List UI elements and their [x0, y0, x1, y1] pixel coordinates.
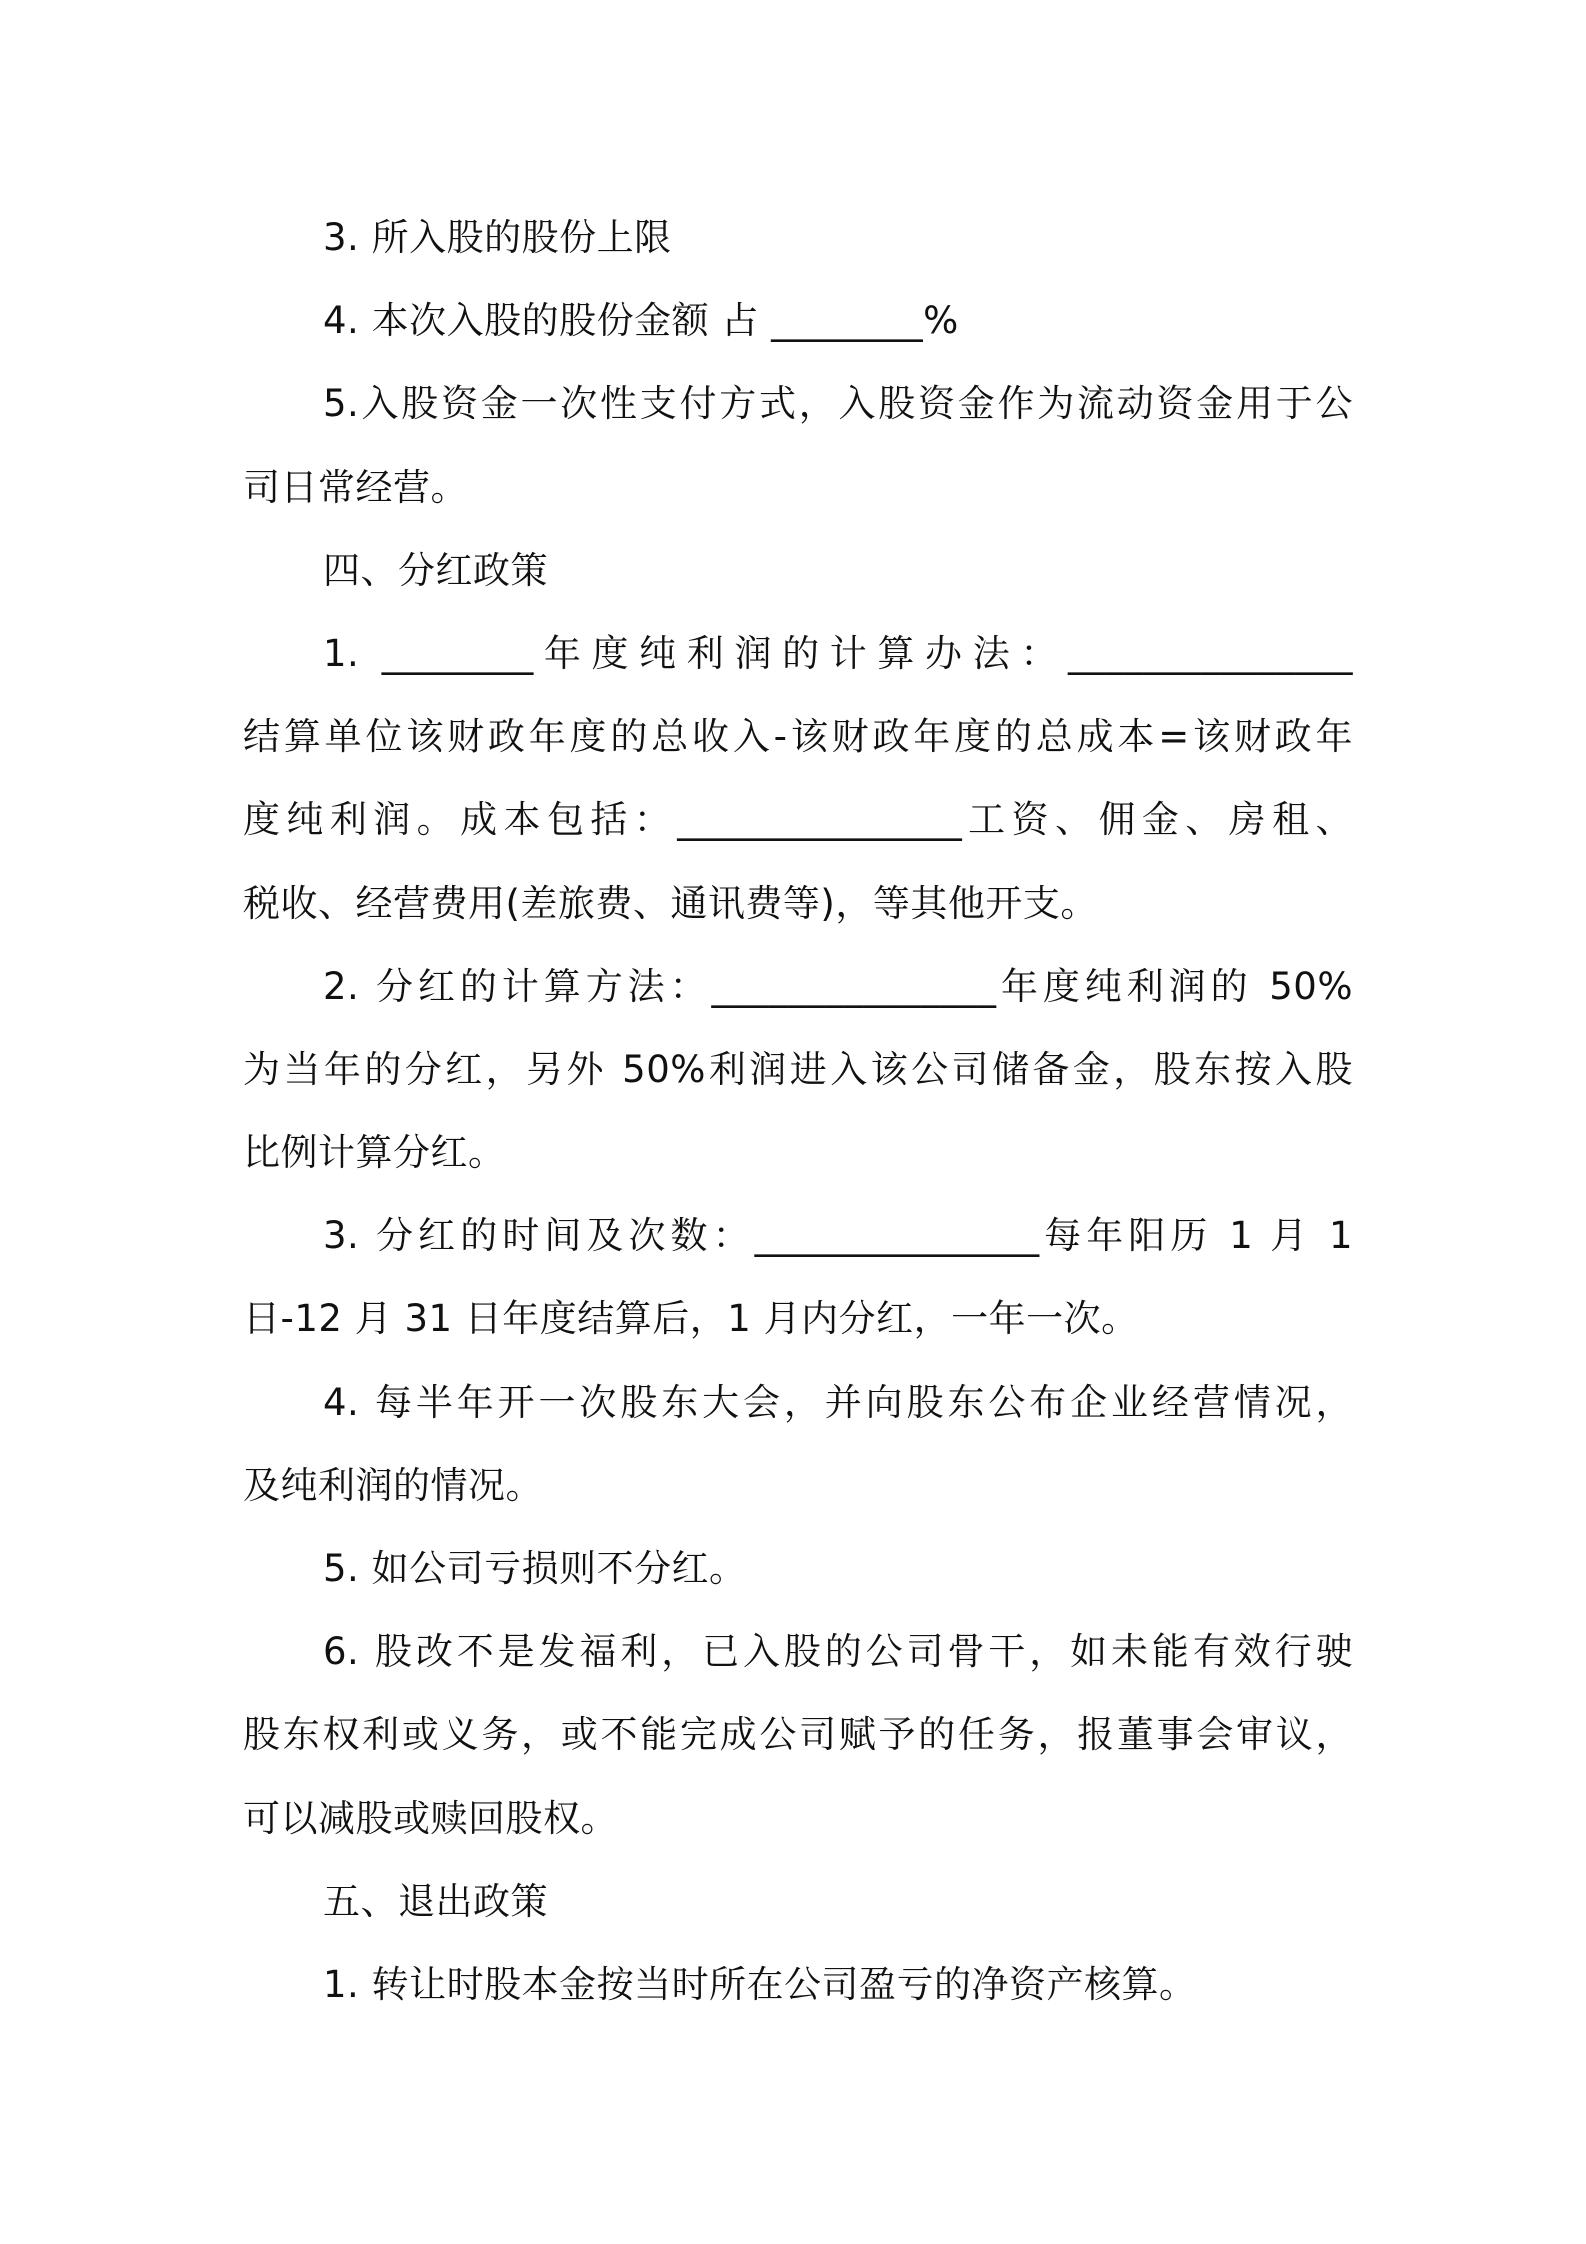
dividend-item-2-line-2: 为当年的分红，另外 50%利润进入该公司储备金，股东按入股 — [243, 1047, 1353, 1091]
dividend-item-1-line-1: 1. ________年度纯利润的计算办法：_______________ — [323, 631, 1353, 675]
dividend-item-3-line-1: 3. 分红的时间及次数：_______________每年阳历 1 月 1 — [323, 1214, 1353, 1258]
dividend-item-1-line-2: 结算单位该财政年度的总收入-该财政年度的总成本=该财政年 — [243, 715, 1353, 759]
exit-item-1: 1. 转让时股本金按当时所在公司盈亏的净资产核算。 — [323, 1962, 1197, 2006]
dividend-item-2-line-1: 2. 分红的计算方法：_______________年度纯利润的 50% — [323, 964, 1353, 1008]
section-4-heading: 四、分红政策 — [323, 548, 548, 592]
dividend-item-6-line-2: 股东权利或义务，或不能完成公司赋予的任务，报董事会审议， — [243, 1713, 1353, 1757]
dividend-item-4-line-2: 及纯利润的情况。 — [243, 1463, 543, 1507]
dividend-item-6-line-3: 可以减股或赎回股权。 — [243, 1796, 618, 1840]
document-body — [243, 196, 1353, 2026]
section-5-heading: 五、退出政策 — [323, 1879, 548, 1923]
dividend-item-6-line-1: 6. 股改不是发福利，已入股的公司骨干，如未能有效行驶 — [323, 1630, 1353, 1674]
dividend-item-1-line-3: 度纯利润。成本包括：_______________工资、佣金、房租、 — [243, 798, 1353, 842]
item-4-share-amount: 4. 本次入股的股份金额 占 ________% — [323, 299, 959, 343]
item-5-payment-line-1: 5.入股资金一次性支付方式，入股资金作为流动资金用于公 — [323, 382, 1353, 426]
dividend-item-1-line-4: 税收、经营费用(差旅费、通讯费等)，等其他开支。 — [243, 881, 1098, 925]
item-5-payment-line-2: 司日常经营。 — [243, 465, 468, 509]
dividend-item-2-line-3: 比例计算分红。 — [243, 1131, 506, 1175]
dividend-item-3-line-2: 日-12 月 31 日年度结算后，1 月内分红，一年一次。 — [243, 1297, 1139, 1341]
dividend-item-5: 5. 如公司亏损则不分红。 — [323, 1547, 747, 1590]
dividend-item-4-line-1: 4. 每半年开一次股东大会，并向股东公布企业经营情况， — [323, 1380, 1353, 1424]
item-3-share-limit: 3. 所入股的股份上限 — [323, 216, 672, 259]
